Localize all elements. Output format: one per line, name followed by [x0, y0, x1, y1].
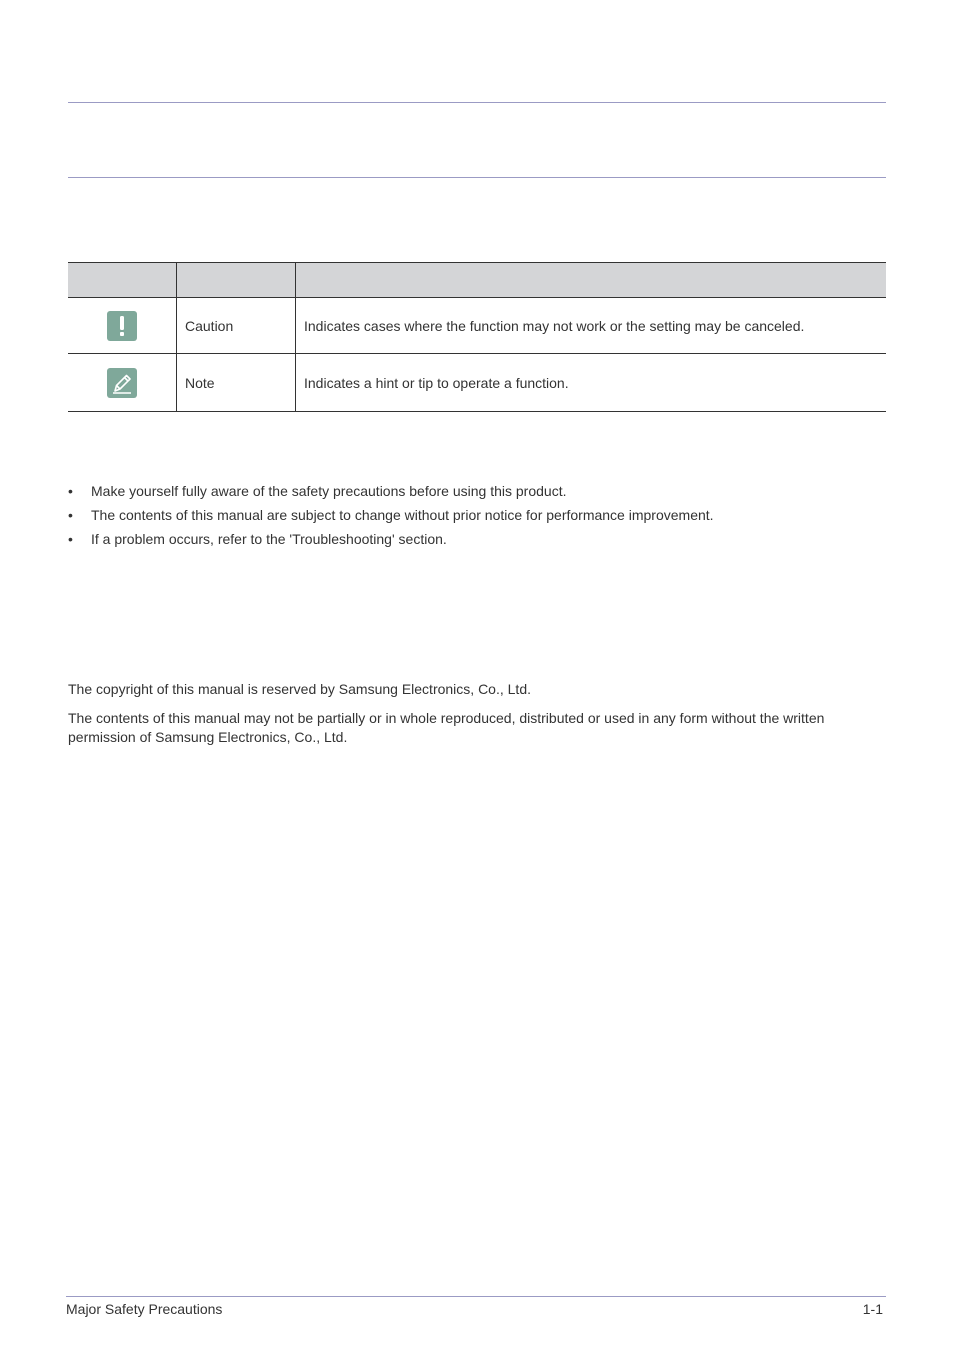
copyright-paragraph-1: The copyright of this manual is reserved by Samsung Electronics, Co., Ltd. [68, 681, 531, 697]
symbols-table-header [68, 263, 886, 298]
header-cell-icon [68, 263, 177, 298]
table-row [68, 354, 886, 412]
usage-notes-list [68, 482, 888, 554]
header-rule-bottom [68, 177, 886, 178]
list-item [68, 482, 888, 506]
page-number: 1-1 [862, 1301, 883, 1317]
table-row [68, 298, 886, 354]
caution-icon [107, 311, 137, 341]
header-cell-description [296, 263, 887, 298]
bullet-icon: • [68, 531, 73, 547]
list-item-text: The contents of this manual are subject to change without prior notice for performance improvement. [91, 507, 714, 523]
icon-cell [68, 298, 177, 354]
footer-section-title: Major Safety Precautions [66, 1301, 223, 1317]
header-cell-name [177, 263, 296, 298]
footer-rule [66, 1296, 886, 1297]
icon-cell [68, 354, 177, 412]
list-item-text: If a problem occurs, refer to the 'Troubleshooting' section. [91, 531, 447, 547]
header-rule-top [68, 102, 886, 103]
symbols-table [68, 262, 886, 412]
symbol-description: Indicates a hint or tip to operate a function. [296, 354, 887, 412]
list-item [68, 506, 888, 530]
bullet-icon: • [68, 507, 73, 523]
list-item [68, 530, 888, 554]
list-item-text: Make yourself fully aware of the safety precautions before using this product. [91, 483, 567, 499]
bullet-icon: • [68, 483, 73, 499]
symbol-name: Caution [177, 298, 296, 354]
symbol-description: Indicates cases where the function may not work or the setting may be canceled. [296, 298, 887, 354]
symbol-name: Note [177, 354, 296, 412]
note-icon [107, 368, 137, 398]
copyright-paragraph-2: The contents of this manual may not be partially or in whole reproduced, distributed or used in any form without the written permission of Samsung Electronics, Co., Ltd. [68, 710, 825, 745]
